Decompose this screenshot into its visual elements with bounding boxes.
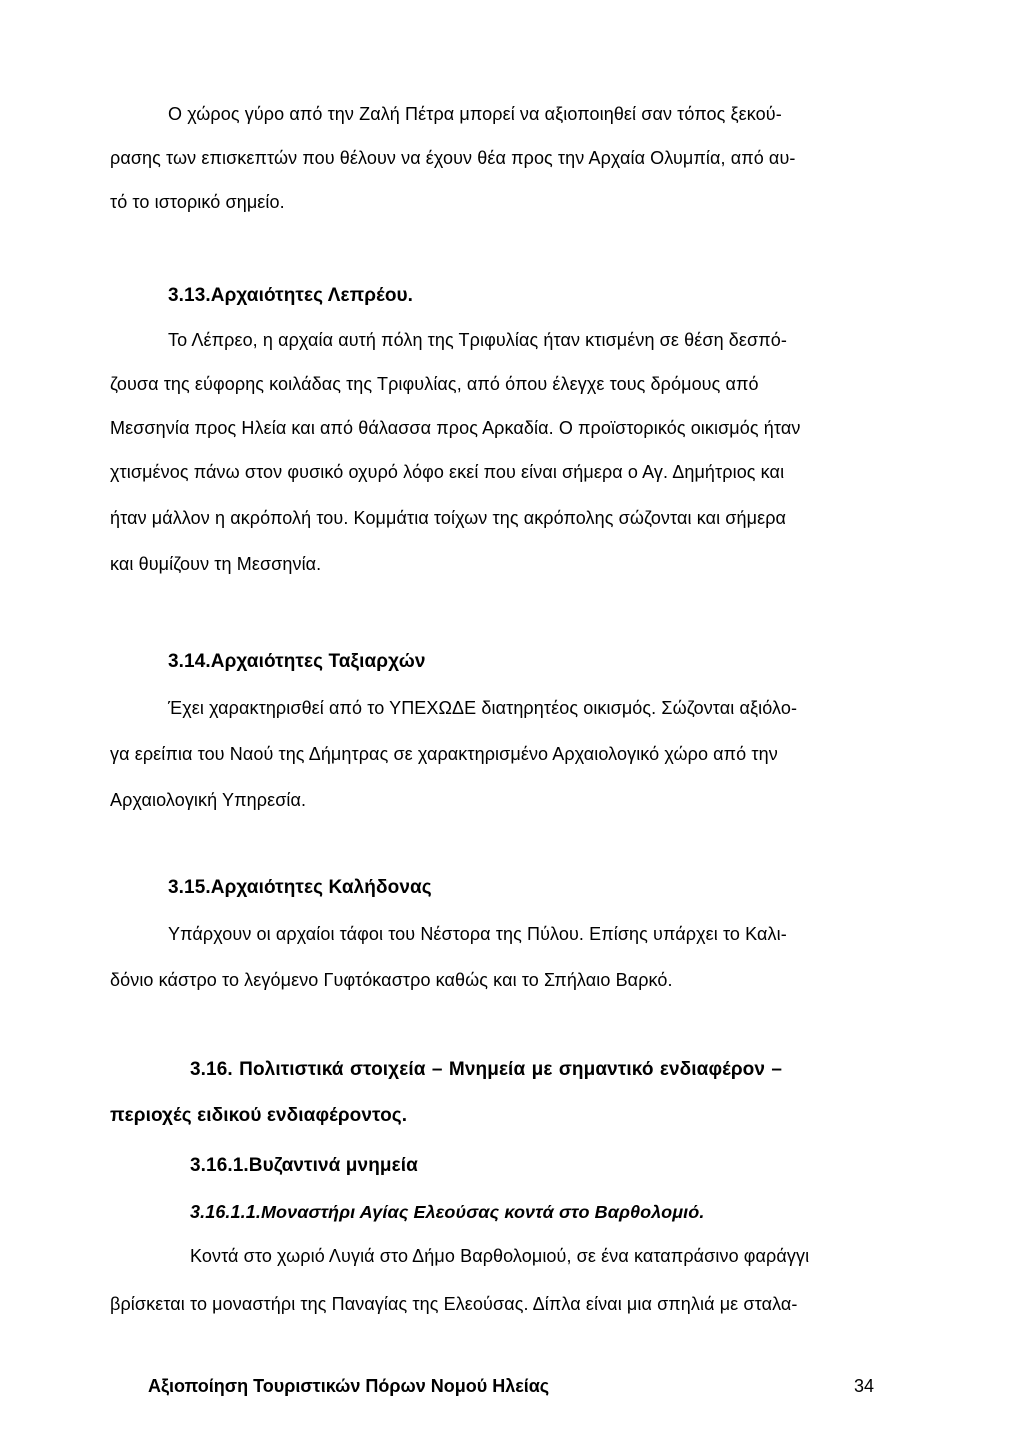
section-3-15-heading: 3.15.Αρχαιότητες Καλήδονας [168,877,432,898]
section-3-16-heading-line-2: περιοχές ειδικού ενδιαφέροντος. [110,1105,408,1126]
section-3-16-1-heading: 3.16.1.Βυζαντινά μνημεία [190,1155,418,1176]
section-3-14-line-1: Έχει χαρακτηρισθεί από το ΥΠΕΧΩΔΕ διατηρητέος οικισμός. Σώζονται αξιόλο- [168,698,798,718]
section-3-13-line-1: Το Λέπρεο, η αρχαία αυτή πόλη της Τριφυλίας ήταν κτισμένη σε θέση δεσπό- [168,330,787,350]
section-3-13-heading: 3.13.Αρχαιότητες Λεπρέου. [168,285,414,306]
section-3-15-line-1: Υπάρχουν οι αρχαίοι τάφοι του Νέστορα της Πύλου. Επίσης υπάρχει το Καλι- [168,924,787,944]
intro-line-3: τό το ιστορικό σημείο. [110,192,285,212]
section-3-13-line-5: ήταν μάλλον η ακρόπολή του. Κομμάτια τοίχων της ακρόπολης σώζονται και σήμερα [110,508,787,528]
section-3-13-line-2: ζουσα της εύφορης κοιλάδας της Τριφυλίας, από όπου έλεγχε τους δρόμους από [110,374,759,394]
section-3-13-line-3: Μεσσηνία προς Ηλεία και από θάλασσα προς Αρκαδία. Ο προϊστορικός οικισμός ήταν [110,418,801,438]
section-3-15-line-2: δόνιο κάστρο το λεγόμενο Γυφτόκαστρο καθώς και το Σπήλαιο Βαρκό. [110,970,673,990]
intro-line-1: Ο χώρος γύρο από την Ζαλή Πέτρα μπορεί να αξιοποιηθεί σαν τόπος ξεκού- [168,104,782,124]
section-3-14-heading: 3.14.Αρχαιότητες Ταξιαρχών [168,651,426,672]
section-3-14-line-2: γα ερείπια του Ναού της Δήμητρας σε χαρακτηρισμένο Αρχαιολογικό χώρο από την [110,744,778,764]
section-3-16-heading-line-1: 3.16. Πολιτιστικά στοιχεία – Μνημεία με σημαντικό ενδιαφέρον – [190,1059,783,1080]
section-3-16-line-1: Κοντά στο χωριό Λυγιά στο Δήμο Βαρθολομιού, σε ένα καταπράσινο φαράγγι [190,1246,810,1266]
section-3-13-line-4: χτισμένος πάνω στον φυσικό οχυρό λόφο εκεί που είναι σήμερα ο Αγ. Δημήτριος και [110,462,785,482]
section-3-13-line-6: και θυμίζουν τη Μεσσηνία. [110,554,322,574]
section-3-16-line-2: βρίσκεται το μοναστήρι της Παναγίας της Ελεούσας. Δίπλα είναι μια σπηλιά με σταλα- [110,1294,798,1314]
intro-line-2: ρασης των επισκεπτών που θέλουν να έχουν θέα προς την Αρχαία Ολυμπία, από αυ- [110,148,796,168]
footer-title: Αξιοποίηση Τουριστικών Πόρων Νομού Ηλείας [148,1376,550,1396]
section-3-14-line-3: Αρχαιολογική Υπηρεσία. [110,790,307,810]
page-number: 34 [854,1376,875,1396]
section-3-16-1-1-heading: 3.16.1.1.Μοναστήρι Αγίας Ελεούσας κοντά στο Βαρθολομιό. [190,1202,705,1222]
